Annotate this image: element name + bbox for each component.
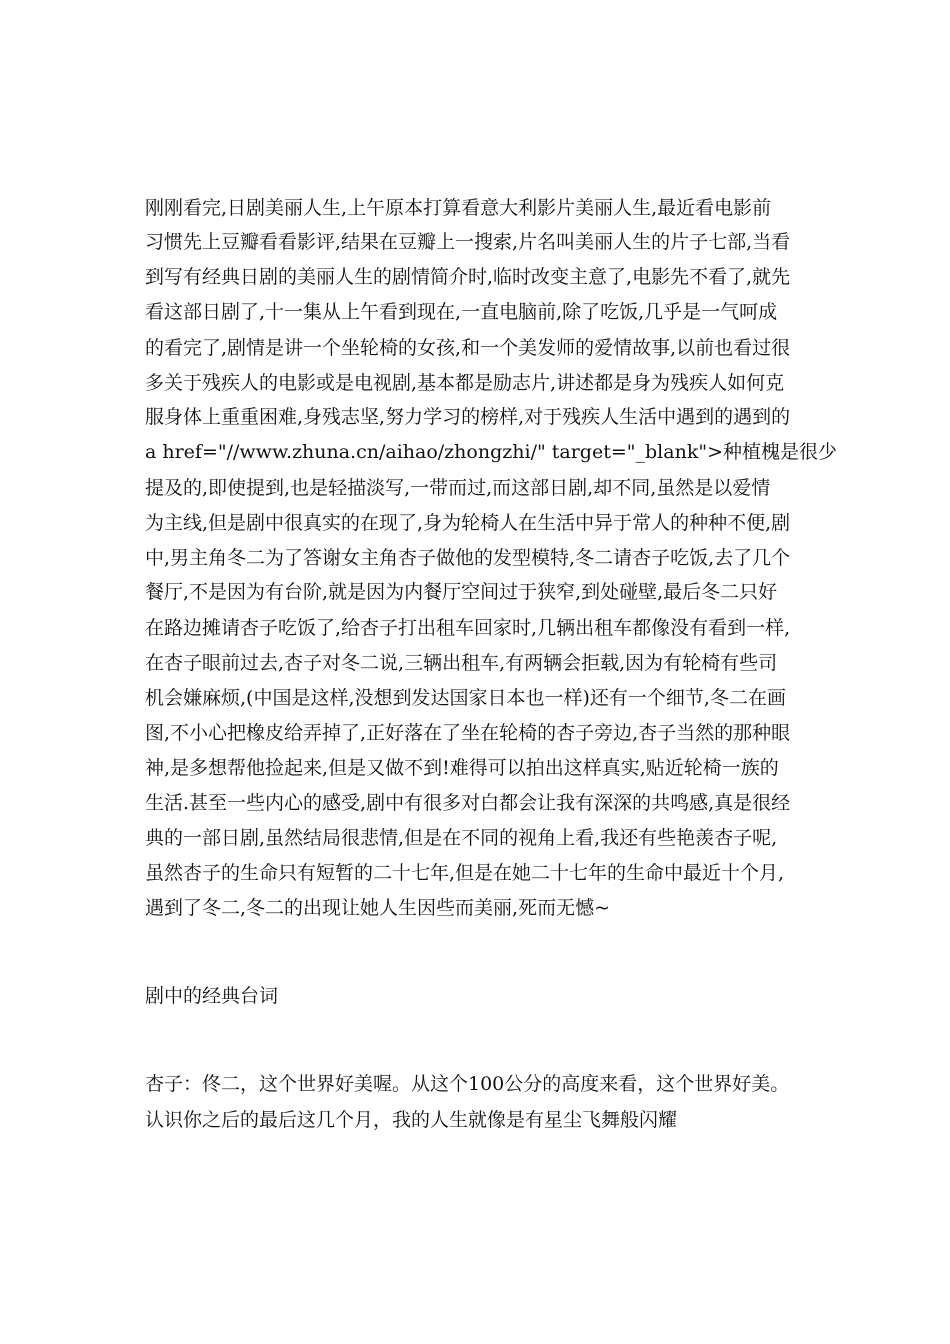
body-text-line: 在路边摊请杏子吃饭了,给杏子打出租车回家时,几辆出租车都像没有看到一样,: [145, 617, 791, 639]
body-text-line: 餐厅,不是因为有台阶,就是因为内餐厅空间过于狭窄,到处碰壁,最后冬二只好: [145, 581, 778, 603]
body-text-line: 遇到了冬二,冬二的出现让她人生因些而美丽,死而无憾~: [145, 897, 611, 919]
quote-text-line: 杏子：佟二，这个世界好美喔。从这个100公分的高度来看，这个世界好美。: [145, 1073, 790, 1095]
body-text-line: 图,不小心把橡皮给弄掉了,正好落在了坐在轮椅的杏子旁边,杏子当然的那种眼: [145, 722, 791, 744]
body-text-line: 机会嫌麻烦,(中国是这样,没想到发达国家日本也一样)还有一个细节,冬二在画: [145, 687, 786, 709]
body-text-line: 提及的,即使提到,也是轻描淡写,一带而过,而这部日剧,却不同,虽然是以爱情: [145, 477, 771, 499]
body-text-line: 神,是多想帮他捡起来,但是又做不到!难得可以拍出这样真实,贴近轮椅一族的: [145, 757, 779, 779]
body-text-line: 为主线,但是剧中很真实的在现了,身为轮椅人在生活中异于常人的种种不便,剧: [145, 512, 791, 534]
body-text-line: 在杏子眼前过去,杏子对冬二说,三辆出租车,有两辆会拒载,因为有轮椅有些司: [145, 652, 778, 674]
body-text-line: 中,男主角冬二为了答谢女主角杏子做他的发型模特,冬二请杏子吃饭,去了几个: [145, 547, 791, 569]
body-text-line: 到写有经典日剧的美丽人生的剧情简介时,临时改变主意了,电影先不看了,就先: [145, 266, 791, 288]
body-text-line: a href="//www.zhuna.cn/aihao/zhongzhi/" target="_blank">种植槐是很少: [145, 441, 837, 463]
body-text-line: 的看完了,剧情是讲一个坐轮椅的女孩,和一个美发师的爱情故事,以前也看过很: [145, 337, 791, 359]
body-text-line: 习惯先上豆瓣看看影评,结果在豆瓣上一搜索,片名叫美丽人生的片子七部,当看: [145, 231, 791, 253]
body-text-line: 典的一部日剧,虽然结局很悲情,但是在不同的视角上看,我还有些艳羡杏子呢,: [145, 827, 778, 849]
body-text-line: 服身体上重重困难,身残志坚,努力学习的榜样,对于残疾人生活中遇到的遇到的: [145, 406, 791, 428]
body-text-line: 多关于残疾人的电影或是电视剧,基本都是励志片,讲述都是身为残疾人如何克: [145, 372, 785, 394]
body-text-line: 看这部日剧了,十一集从上午看到现在,一直电脑前,除了吃饭,几乎是一气呵成: [145, 301, 778, 323]
section-heading: 剧中的经典台词: [145, 985, 279, 1007]
body-text-line: 生活.甚至一些内心的感受,剧中有很多对白都会让我有深深的共鸣感,真是很经: [145, 792, 791, 814]
body-text-line: 虽然杏子的生命只有短暂的二十七年,但是在她二十七年的生命中最近十个月,: [145, 862, 785, 884]
body-text-line: 刚刚看完,日剧美丽人生,上午原本打算看意大利影片美丽人生,最近看电影前: [145, 197, 772, 219]
quote-text-line: 认识你之后的最后这几个月，我的人生就像是有星尘飞舞般闪耀: [145, 1109, 678, 1131]
